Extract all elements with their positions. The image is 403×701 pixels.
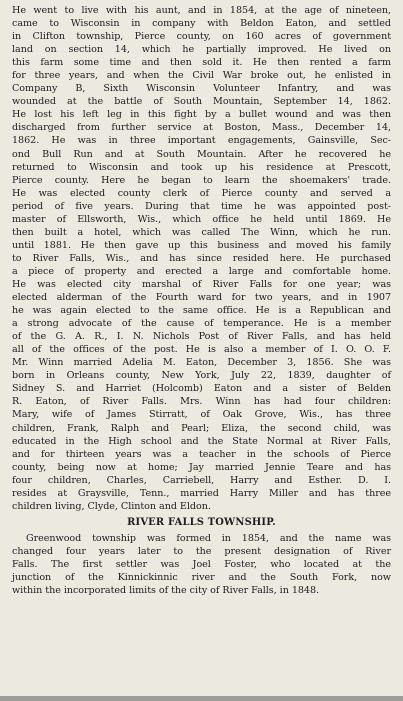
text-line: junction of the Kinnickinnic river and the South Fork, now [12, 571, 391, 583]
text-line: Falls. The first settler was Joel Foster, who located at the [12, 558, 391, 570]
text-line: Mr. Winn married Adelia M. Eaton, December 3, 1856. She was [12, 357, 391, 369]
text-line: educated in the High school and the State Normal at River Falls, [12, 435, 391, 447]
text-line: county, being now at home; Jay married Jennie Teare and has [12, 461, 391, 473]
text-line: born in Orleans county, New York, July 22, 1839, daughter of [12, 370, 391, 382]
text-line: resides at Graysville, Tenn., married Harry Miller and has three [12, 487, 391, 499]
text-line: Sidney S. and Harriet (Holcomb) Eaton and a sister of Belden [12, 383, 391, 395]
text-line: children living, Clyde, Clinton and Eldon. [12, 500, 211, 512]
page-bottom-rule [0, 696, 403, 701]
text-line: a piece of property and erected a large and comfortable home. [12, 265, 391, 277]
text-line: changed four years later to the present designation of River [12, 545, 391, 557]
text-line: he was again elected to the same office. He is a Republican and [12, 305, 391, 317]
township-paragraph [12, 532, 391, 597]
text-line: ond Bull Run and at South Mountain. After he recovered he [12, 148, 391, 160]
text-line: wounded at the battle of South Mountain, September 14, 1862. [12, 96, 391, 108]
text-line: He lost his left leg in this fight by a bullet wound and was then [12, 109, 391, 121]
text-line: He was elected county clerk of Pierce county and served a [12, 187, 391, 199]
text-line: this farm some time and then sold it. He then rented a farm [12, 57, 391, 69]
text-line: returned to Wisconsin and took up his residence at Prescott, [12, 161, 391, 173]
text-line: children, Frank, Ralph and Pearl; Eliza, the second child, was [12, 422, 391, 434]
biography-paragraph [12, 4, 391, 513]
text-line: elected alderman of the Fourth ward for two years, and in 1907 [12, 292, 391, 304]
text-line: He went to live with his aunt, and in 1854, at the age of nineteen, [12, 5, 391, 16]
section-heading: RIVER FALLS TOWNSHIP. [127, 516, 276, 528]
text-line: He was elected city marshal of River Falls for one year; was [12, 278, 391, 290]
text-line: master of Ellsworth, Wis., which office he held until 1869. He [12, 213, 391, 225]
text-line: then built a hotel, which was called The Winn, which he run. [12, 226, 391, 238]
text-line: Company B, Sixth Wisconsin Volunteer Infantry, and was [12, 83, 391, 95]
text-line: Mary, wife of James Stirratt, of Oak Grove, Wis., has three [12, 409, 391, 421]
text-line: period of five years. During that time he was appointed post- [12, 200, 391, 212]
text-line: in Clifton township, Pierce county, on 160 acres of government [12, 31, 391, 43]
text-line: 1862. He was in three important engagements, Gainsville, Sec- [12, 135, 391, 147]
text-line: to River Falls, Wis., and has since resided here. He purchased [12, 252, 391, 264]
text-line: a strong advocate of the cause of temperance. He is a member [12, 318, 391, 330]
text-line: and for thirteen years was a teacher in the schools of Pierce [12, 448, 391, 460]
text-line: all of the offices of the post. He is also a member of I. O. O. F. [12, 344, 391, 356]
text-line: discharged from further service at Boston, Mass., December 14, [12, 122, 391, 134]
text-line: of the G. A. R., I. N. Nichols Post of River Falls, and has held [12, 331, 391, 343]
text-line: until 1881. He then gave up this business and moved his family [12, 239, 391, 251]
text-line: land on section 14, which he partially improved. He lived on [12, 44, 391, 56]
text-line: came to Wisconsin in company with Beldon Eaton, and settled [12, 18, 391, 30]
text-line: Greenwood township was formed in 1854, and the name was [26, 532, 391, 544]
text-line: within the incorporated limits of the city of River Falls, in 1848. [12, 585, 320, 597]
text-line: for three years, and when the Civil War broke out, he enlisted in [12, 70, 391, 82]
text-line: R. Eaton, of River Falls. Mrs. Winn has had four children: [12, 396, 391, 408]
text-line: Pierce county. Here he began to learn the shoemakers' trade. [12, 174, 391, 186]
text-line: four children, Charles, Carriebell, Harry and Esther. D. I. [12, 474, 391, 486]
